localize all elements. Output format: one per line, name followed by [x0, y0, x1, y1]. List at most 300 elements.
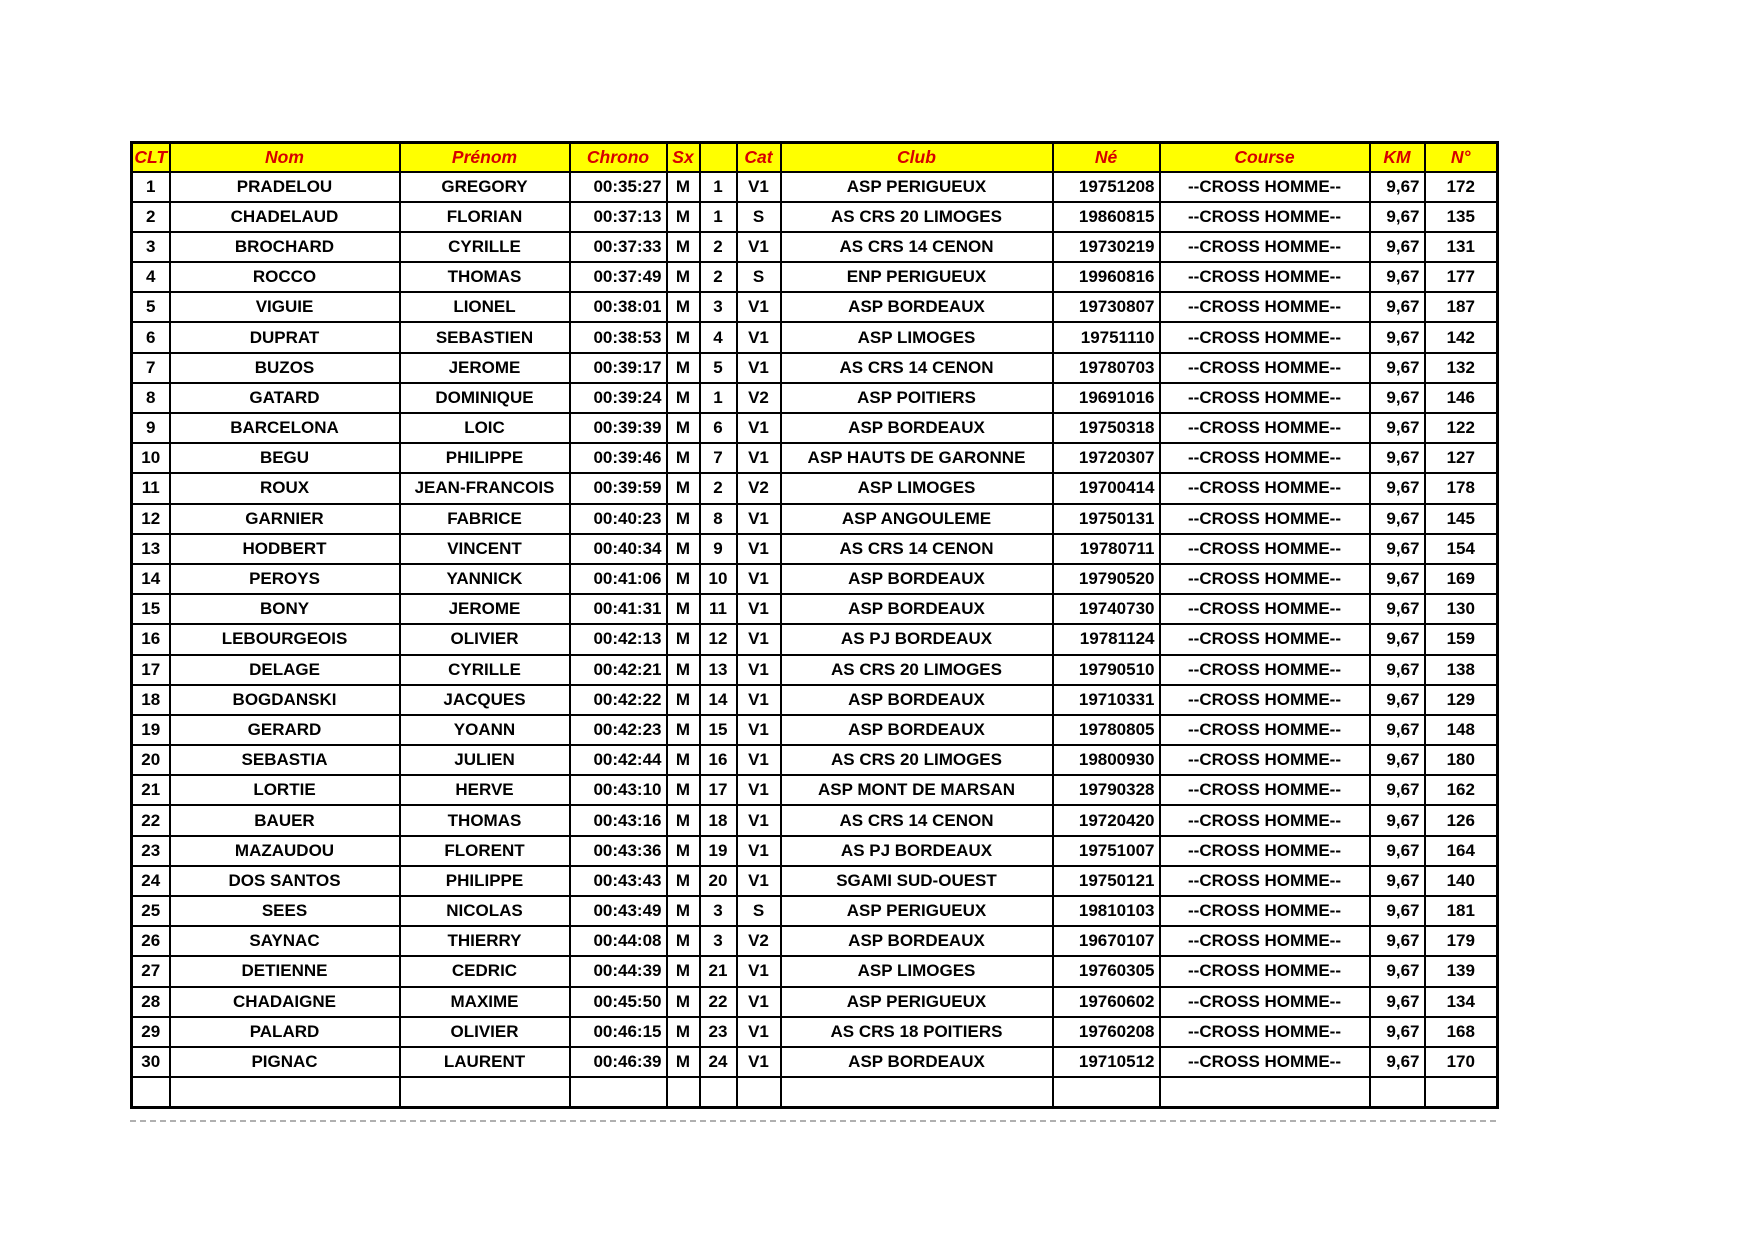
column-header-km: KM	[1370, 143, 1425, 172]
cell-clt: 7	[132, 353, 170, 383]
cell-chrono: 00:42:22	[570, 685, 667, 715]
cell-clt: 6	[132, 322, 170, 352]
cell-km: 9,67	[1370, 322, 1425, 352]
cell-km: 9,67	[1370, 745, 1425, 775]
cell-km: 9,67	[1370, 383, 1425, 413]
cell-course: --CROSS HOMME--	[1160, 534, 1370, 564]
cell-ne: 19760208	[1053, 1017, 1160, 1047]
cell-cat: V1	[737, 655, 781, 685]
cell-km: 9,67	[1370, 775, 1425, 805]
cell-clt: 9	[132, 413, 170, 443]
column-header-num: N°	[1425, 143, 1498, 172]
cell-nom: DELAGE	[170, 655, 400, 685]
cell-num: 148	[1425, 715, 1498, 745]
cell-ne: 19710331	[1053, 685, 1160, 715]
cell-cat_rank: 3	[700, 896, 737, 926]
cell-cat_rank: 1	[700, 383, 737, 413]
table-row	[132, 443, 1498, 473]
cell-course: --CROSS HOMME--	[1160, 322, 1370, 352]
cell-km: 9,67	[1370, 202, 1425, 232]
cell-num: 138	[1425, 655, 1498, 685]
cell-cat_rank: 2	[700, 262, 737, 292]
cell-cat_rank: 6	[700, 413, 737, 443]
table-row	[132, 715, 1498, 745]
cell-cat_rank: 15	[700, 715, 737, 745]
cell-prenom: MAXIME	[400, 987, 570, 1017]
results-table	[130, 141, 1499, 1109]
cell-chrono: 00:45:50	[570, 987, 667, 1017]
cell-ne: 19790520	[1053, 564, 1160, 594]
cell-clt: 13	[132, 534, 170, 564]
cell-cat_rank: 24	[700, 1047, 737, 1077]
cell-course: --CROSS HOMME--	[1160, 1017, 1370, 1047]
cell-sx: M	[667, 926, 700, 956]
cell-cat_rank: 21	[700, 956, 737, 986]
cell-clt: 3	[132, 232, 170, 262]
cell-km: 9,67	[1370, 805, 1425, 835]
cell-nom	[170, 1077, 400, 1107]
cell-km: 9,67	[1370, 564, 1425, 594]
cell-course: --CROSS HOMME--	[1160, 987, 1370, 1017]
cell-prenom: PHILIPPE	[400, 866, 570, 896]
table-row	[132, 504, 1498, 534]
cell-num: 130	[1425, 594, 1498, 624]
cell-sx: M	[667, 1017, 700, 1047]
cell-cat: V1	[737, 866, 781, 896]
cell-prenom: LOIC	[400, 413, 570, 443]
cell-chrono: 00:39:59	[570, 473, 667, 503]
table-row	[132, 353, 1498, 383]
cell-prenom: THOMAS	[400, 805, 570, 835]
cell-nom: SEES	[170, 896, 400, 926]
cell-clt: 4	[132, 262, 170, 292]
cell-cat: V1	[737, 504, 781, 534]
cell-course: --CROSS HOMME--	[1160, 353, 1370, 383]
cell-cat: S	[737, 202, 781, 232]
table-row	[132, 383, 1498, 413]
cell-chrono: 00:42:13	[570, 624, 667, 654]
cell-club: ASP PERIGUEUX	[781, 896, 1053, 926]
cell-clt: 20	[132, 745, 170, 775]
cell-course: --CROSS HOMME--	[1160, 292, 1370, 322]
cell-clt: 8	[132, 383, 170, 413]
cell-course: --CROSS HOMME--	[1160, 594, 1370, 624]
cell-sx: M	[667, 685, 700, 715]
cell-nom: DOS SANTOS	[170, 866, 400, 896]
cell-clt: 24	[132, 866, 170, 896]
cell-nom: HODBERT	[170, 534, 400, 564]
cell-club: ASP BORDEAUX	[781, 413, 1053, 443]
cell-km: 9,67	[1370, 987, 1425, 1017]
cell-cat: V1	[737, 805, 781, 835]
cell-club: ASP ANGOULEME	[781, 504, 1053, 534]
cell-club: ASP BORDEAUX	[781, 594, 1053, 624]
table-row	[132, 413, 1498, 443]
cell-cat: V1	[737, 292, 781, 322]
cell-nom: PALARD	[170, 1017, 400, 1047]
cell-club: ASP HAUTS DE GARONNE	[781, 443, 1053, 473]
cell-club: ASP PERIGUEUX	[781, 172, 1053, 202]
cell-nom: BARCELONA	[170, 413, 400, 443]
cell-course: --CROSS HOMME--	[1160, 232, 1370, 262]
cell-ne: 19720420	[1053, 805, 1160, 835]
cell-chrono: 00:46:39	[570, 1047, 667, 1077]
cell-nom: PRADELOU	[170, 172, 400, 202]
table-row	[132, 1047, 1498, 1077]
cell-km: 9,67	[1370, 956, 1425, 986]
cell-km: 9,67	[1370, 534, 1425, 564]
table-row	[132, 322, 1498, 352]
cell-num: 146	[1425, 383, 1498, 413]
table-row	[132, 987, 1498, 1017]
cell-chrono: 00:43:10	[570, 775, 667, 805]
cell-km: 9,67	[1370, 1047, 1425, 1077]
cell-num: 164	[1425, 836, 1498, 866]
cell-clt: 22	[132, 805, 170, 835]
cell-km: 9,67	[1370, 413, 1425, 443]
cell-cat_rank: 7	[700, 443, 737, 473]
cell-prenom: JULIEN	[400, 745, 570, 775]
cell-km: 9,67	[1370, 896, 1425, 926]
cell-prenom: FLORIAN	[400, 202, 570, 232]
table-row	[132, 896, 1498, 926]
table-row	[132, 292, 1498, 322]
cell-chrono: 00:39:24	[570, 383, 667, 413]
cell-club: ASP LIMOGES	[781, 322, 1053, 352]
cell-clt: 15	[132, 594, 170, 624]
cell-chrono: 00:37:33	[570, 232, 667, 262]
cell-chrono: 00:44:08	[570, 926, 667, 956]
cell-num: 177	[1425, 262, 1498, 292]
cell-clt: 23	[132, 836, 170, 866]
cell-chrono: 00:39:17	[570, 353, 667, 383]
cell-prenom: SEBASTIEN	[400, 322, 570, 352]
cell-sx: M	[667, 836, 700, 866]
table-row	[132, 1017, 1498, 1047]
cell-clt: 21	[132, 775, 170, 805]
cell-chrono: 00:39:46	[570, 443, 667, 473]
column-header-club: Club	[781, 143, 1053, 172]
cell-num: 126	[1425, 805, 1498, 835]
cell-nom: DETIENNE	[170, 956, 400, 986]
cell-prenom: LIONEL	[400, 292, 570, 322]
cell-cat_rank: 1	[700, 202, 737, 232]
cell-ne: 19790510	[1053, 655, 1160, 685]
cell-km: 9,67	[1370, 715, 1425, 745]
cell-cat_rank: 11	[700, 594, 737, 624]
cell-prenom: VINCENT	[400, 534, 570, 564]
cell-num: 181	[1425, 896, 1498, 926]
column-header-cat_rank	[700, 143, 737, 172]
cell-course: --CROSS HOMME--	[1160, 715, 1370, 745]
cell-nom: GERARD	[170, 715, 400, 745]
cell-clt: 27	[132, 956, 170, 986]
cell-course: --CROSS HOMME--	[1160, 745, 1370, 775]
cell-chrono: 00:38:53	[570, 322, 667, 352]
cell-num: 159	[1425, 624, 1498, 654]
cell-cat_rank: 4	[700, 322, 737, 352]
cell-nom: LEBOURGEOIS	[170, 624, 400, 654]
cell-cat: V1	[737, 715, 781, 745]
cell-prenom: JEROME	[400, 594, 570, 624]
cell-course	[1160, 1077, 1370, 1107]
cell-sx: M	[667, 987, 700, 1017]
table-row	[132, 172, 1498, 202]
cell-course: --CROSS HOMME--	[1160, 262, 1370, 292]
cell-ne: 19760305	[1053, 956, 1160, 986]
cell-cat: V1	[737, 775, 781, 805]
cell-course: --CROSS HOMME--	[1160, 202, 1370, 232]
cell-cat: V2	[737, 383, 781, 413]
cell-cat_rank: 17	[700, 775, 737, 805]
cell-club: AS CRS 14 CENON	[781, 534, 1053, 564]
cell-club: SGAMI SUD-OUEST	[781, 866, 1053, 896]
column-header-clt: CLT	[132, 143, 170, 172]
cell-cat_rank: 3	[700, 926, 737, 956]
cell-nom: DUPRAT	[170, 322, 400, 352]
cell-num: 135	[1425, 202, 1498, 232]
cell-chrono: 00:38:01	[570, 292, 667, 322]
cell-chrono: 00:41:06	[570, 564, 667, 594]
cell-chrono: 00:44:39	[570, 956, 667, 986]
cell-km: 9,67	[1370, 262, 1425, 292]
cell-sx: M	[667, 232, 700, 262]
table-row	[132, 564, 1498, 594]
cell-course: --CROSS HOMME--	[1160, 775, 1370, 805]
cell-club: AS PJ BORDEAUX	[781, 836, 1053, 866]
cell-sx	[667, 1077, 700, 1107]
cell-cat_rank: 16	[700, 745, 737, 775]
table-row	[132, 685, 1498, 715]
cell-num: 145	[1425, 504, 1498, 534]
cell-club: AS PJ BORDEAUX	[781, 624, 1053, 654]
cell-cat: V1	[737, 987, 781, 1017]
cell-nom: BAUER	[170, 805, 400, 835]
cell-cat_rank: 5	[700, 353, 737, 383]
cell-chrono: 00:35:27	[570, 172, 667, 202]
cell-prenom: CEDRIC	[400, 956, 570, 986]
cell-cat: V1	[737, 836, 781, 866]
cell-ne: 19751007	[1053, 836, 1160, 866]
cell-nom: GATARD	[170, 383, 400, 413]
cell-num: 180	[1425, 745, 1498, 775]
column-header-prenom: Prénom	[400, 143, 570, 172]
cell-cat_rank: 14	[700, 685, 737, 715]
cell-num: 179	[1425, 926, 1498, 956]
cell-course: --CROSS HOMME--	[1160, 624, 1370, 654]
cell-course: --CROSS HOMME--	[1160, 564, 1370, 594]
cell-nom: ROCCO	[170, 262, 400, 292]
cell-club: AS CRS 20 LIMOGES	[781, 202, 1053, 232]
cell-chrono: 00:39:39	[570, 413, 667, 443]
empty-row	[132, 1077, 1498, 1107]
cell-nom: MAZAUDOU	[170, 836, 400, 866]
cell-cat_rank: 18	[700, 805, 737, 835]
cell-num	[1425, 1077, 1498, 1107]
cell-clt: 1	[132, 172, 170, 202]
cell-club: ASP PERIGUEUX	[781, 987, 1053, 1017]
cell-cat: V1	[737, 1047, 781, 1077]
cell-course: --CROSS HOMME--	[1160, 413, 1370, 443]
column-header-sx: Sx	[667, 143, 700, 172]
cell-nom: PEROYS	[170, 564, 400, 594]
cell-sx: M	[667, 353, 700, 383]
cell-sx: M	[667, 594, 700, 624]
cell-cat: V1	[737, 353, 781, 383]
cell-num: 168	[1425, 1017, 1498, 1047]
cell-nom: BONY	[170, 594, 400, 624]
cell-num: 178	[1425, 473, 1498, 503]
cell-cat: S	[737, 262, 781, 292]
cell-prenom: THIERRY	[400, 926, 570, 956]
cell-prenom: OLIVIER	[400, 624, 570, 654]
cell-sx: M	[667, 443, 700, 473]
cell-chrono: 00:42:44	[570, 745, 667, 775]
cell-km: 9,67	[1370, 172, 1425, 202]
cell-km: 9,67	[1370, 1017, 1425, 1047]
cell-club: AS CRS 20 LIMOGES	[781, 655, 1053, 685]
cell-ne: 19710512	[1053, 1047, 1160, 1077]
cell-prenom: LAURENT	[400, 1047, 570, 1077]
cell-km	[1370, 1077, 1425, 1107]
cell-club: ENP PERIGUEUX	[781, 262, 1053, 292]
cell-club: AS CRS 14 CENON	[781, 232, 1053, 262]
cell-cat_rank: 1	[700, 172, 737, 202]
cell-prenom: DOMINIQUE	[400, 383, 570, 413]
cell-nom: PIGNAC	[170, 1047, 400, 1077]
cell-club: AS CRS 20 LIMOGES	[781, 745, 1053, 775]
cell-club: ASP BORDEAUX	[781, 1047, 1053, 1077]
cell-cat_rank: 2	[700, 232, 737, 262]
cell-nom: BROCHARD	[170, 232, 400, 262]
cell-clt: 14	[132, 564, 170, 594]
cell-club: ASP BORDEAUX	[781, 685, 1053, 715]
cell-ne: 19860815	[1053, 202, 1160, 232]
results-sheet	[130, 141, 1499, 1109]
cell-sx: M	[667, 262, 700, 292]
cell-prenom: CYRILLE	[400, 655, 570, 685]
cell-nom: VIGUIE	[170, 292, 400, 322]
table-row	[132, 775, 1498, 805]
cell-cat: V1	[737, 564, 781, 594]
cell-club: AS CRS 14 CENON	[781, 805, 1053, 835]
cell-clt: 18	[132, 685, 170, 715]
cell-num: 169	[1425, 564, 1498, 594]
table-row	[132, 866, 1498, 896]
cell-sx: M	[667, 745, 700, 775]
cell-nom: BEGU	[170, 443, 400, 473]
column-header-ne: Né	[1053, 143, 1160, 172]
cell-club: ASP LIMOGES	[781, 473, 1053, 503]
cell-prenom: HERVE	[400, 775, 570, 805]
cell-cat: V2	[737, 473, 781, 503]
cell-course: --CROSS HOMME--	[1160, 926, 1370, 956]
cell-cat_rank: 19	[700, 836, 737, 866]
cell-club: ASP BORDEAUX	[781, 715, 1053, 745]
cell-chrono: 00:40:34	[570, 534, 667, 564]
cell-chrono: 00:43:16	[570, 805, 667, 835]
table-row	[132, 594, 1498, 624]
cell-clt: 11	[132, 473, 170, 503]
cell-chrono	[570, 1077, 667, 1107]
cell-prenom: CYRILLE	[400, 232, 570, 262]
cell-cat_rank: 12	[700, 624, 737, 654]
cell-chrono: 00:46:15	[570, 1017, 667, 1047]
cell-chrono: 00:43:36	[570, 836, 667, 866]
cell-prenom: YANNICK	[400, 564, 570, 594]
cell-cat: V1	[737, 594, 781, 624]
cell-clt: 10	[132, 443, 170, 473]
cell-chrono: 00:43:49	[570, 896, 667, 926]
cell-chrono: 00:37:49	[570, 262, 667, 292]
cell-num: 162	[1425, 775, 1498, 805]
cell-course: --CROSS HOMME--	[1160, 866, 1370, 896]
cell-sx: M	[667, 473, 700, 503]
cell-ne: 19751208	[1053, 172, 1160, 202]
cell-cat_rank: 9	[700, 534, 737, 564]
cell-ne: 19760602	[1053, 987, 1160, 1017]
cell-clt: 25	[132, 896, 170, 926]
cell-club: AS CRS 18 POITIERS	[781, 1017, 1053, 1047]
cell-num: 142	[1425, 322, 1498, 352]
cell-cat_rank: 13	[700, 655, 737, 685]
table-row	[132, 745, 1498, 775]
column-header-chrono: Chrono	[570, 143, 667, 172]
column-header-cat: Cat	[737, 143, 781, 172]
cell-cat: V1	[737, 745, 781, 775]
cell-sx: M	[667, 172, 700, 202]
cell-clt: 16	[132, 624, 170, 654]
cell-sx: M	[667, 624, 700, 654]
cell-nom: CHADAIGNE	[170, 987, 400, 1017]
cell-km: 9,67	[1370, 624, 1425, 654]
cell-cat: V1	[737, 172, 781, 202]
cell-cat: V1	[737, 534, 781, 564]
column-header-nom: Nom	[170, 143, 400, 172]
cell-prenom	[400, 1077, 570, 1107]
cell-prenom: YOANN	[400, 715, 570, 745]
cell-clt: 17	[132, 655, 170, 685]
cell-ne: 19750131	[1053, 504, 1160, 534]
cell-ne: 19730807	[1053, 292, 1160, 322]
cell-course: --CROSS HOMME--	[1160, 685, 1370, 715]
cell-prenom: THOMAS	[400, 262, 570, 292]
cell-course: --CROSS HOMME--	[1160, 805, 1370, 835]
cell-km: 9,67	[1370, 926, 1425, 956]
cell-clt: 5	[132, 292, 170, 322]
cell-course: --CROSS HOMME--	[1160, 956, 1370, 986]
cell-sx: M	[667, 383, 700, 413]
cell-sx: M	[667, 564, 700, 594]
cell-nom: ROUX	[170, 473, 400, 503]
cell-num: 170	[1425, 1047, 1498, 1077]
cell-km: 9,67	[1370, 473, 1425, 503]
cell-num: 134	[1425, 987, 1498, 1017]
cell-course: --CROSS HOMME--	[1160, 504, 1370, 534]
cell-cat_rank: 20	[700, 866, 737, 896]
cell-km: 9,67	[1370, 443, 1425, 473]
cell-course: --CROSS HOMME--	[1160, 655, 1370, 685]
cell-num: 139	[1425, 956, 1498, 986]
cell-sx: M	[667, 504, 700, 534]
table-row	[132, 836, 1498, 866]
cell-km: 9,67	[1370, 836, 1425, 866]
cell-sx: M	[667, 413, 700, 443]
table-row	[132, 202, 1498, 232]
cell-sx: M	[667, 775, 700, 805]
cell-prenom: FLORENT	[400, 836, 570, 866]
cell-cat_rank: 3	[700, 292, 737, 322]
